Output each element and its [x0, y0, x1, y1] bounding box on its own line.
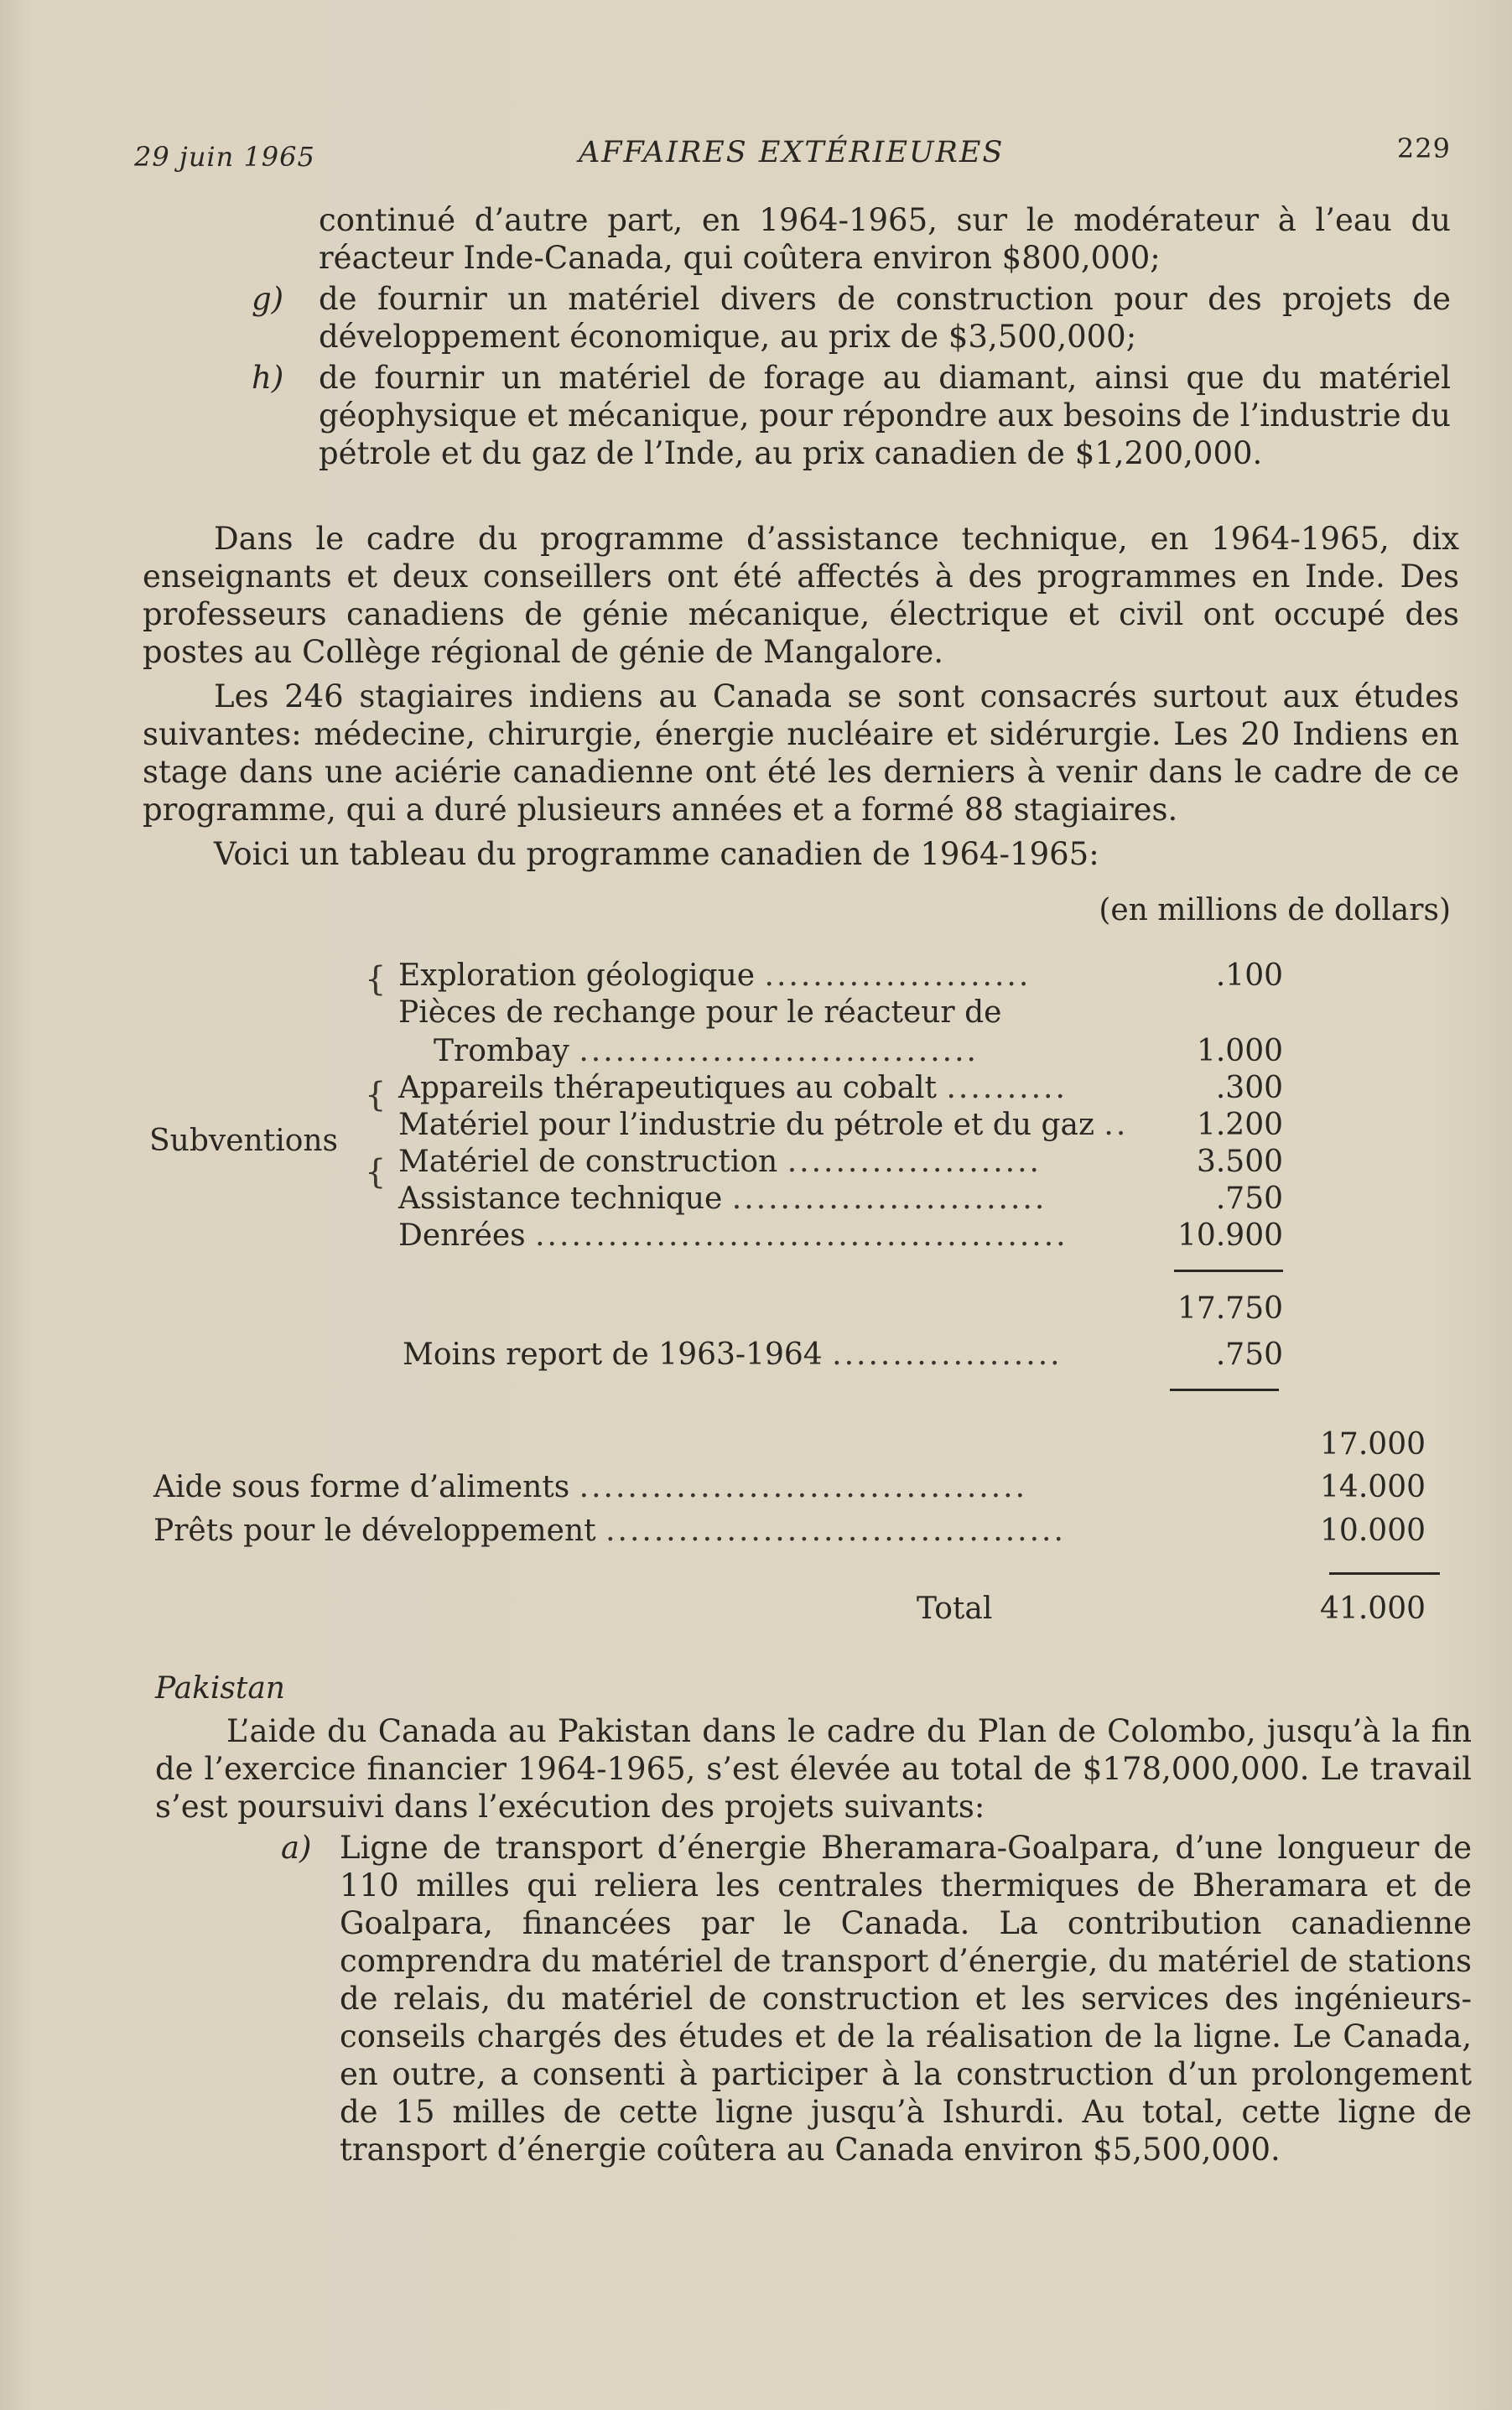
- table-row: [147, 1071, 1455, 1108]
- table-row-value: 1.000: [1196, 1034, 1283, 1068]
- subtotal-row-1: [147, 1291, 1455, 1328]
- table-row: [147, 995, 1455, 1032]
- prets-label: Prêts pour le développement ......................................: [153, 1514, 1066, 1548]
- paragraph-technical-assistance: Dans le cadre du programme d’assistance technique, en 1964-1965, dix enseignants et deux conseillers ont été affectés à des programmes en Inde. Des professeurs canadiens de génie mécanique, électrique et civil ont occupé des postes au Collège régional de génie de Mangalore.: [143, 521, 1459, 670]
- brace-top: {: [365, 960, 387, 999]
- table-row-label: Matériel pour l’industrie du pétrole et du gaz ..: [398, 1108, 1129, 1142]
- table-row: [147, 1218, 1455, 1255]
- aide-label: Aide sous forme d’aliments .....................................: [153, 1470, 1028, 1504]
- table-row-value: 1.200: [1196, 1108, 1283, 1142]
- table-row: [147, 1108, 1455, 1145]
- top-list: [252, 201, 1451, 472]
- table-row-label: Pièces de rechange pour le réacteur de: [398, 995, 1002, 1030]
- table-row: [147, 1145, 1455, 1182]
- moins-value: .750: [1215, 1337, 1283, 1372]
- list-marker: g): [252, 281, 284, 317]
- prets-row: [147, 1514, 1455, 1550]
- table-row-value: .300: [1215, 1071, 1283, 1105]
- page-number: 229: [1396, 132, 1451, 164]
- paragraph-trainees: Les 246 stagiaires indiens au Canada se sont consacrés surtout aux études suivantes: médecine, chirurgie, énergie nucléaire et sidérurgie. Les 20 Indiens en stage dans une aciérie canadienne ont été les derniers à venir dans le cadre de ce programme, qui a duré plusieurs années et a formé 88 stagiaires.: [143, 678, 1459, 828]
- brace-middle: {: [365, 1076, 387, 1114]
- table-row-value: .100: [1215, 958, 1283, 993]
- total-value: 41.000: [1320, 1592, 1426, 1626]
- subtotal-value: 17.000: [1320, 1427, 1426, 1462]
- header-date: 29 juin 1965: [134, 141, 315, 173]
- list-item-continued: continué d’autre part, en 1964-1965, sur le modérateur à l’eau du réacteur Inde-Canada, qui coûtera environ $800,000;: [319, 202, 1451, 276]
- table-row: [147, 1182, 1455, 1218]
- table-row: [147, 958, 1455, 995]
- total-rule: [1329, 1572, 1440, 1575]
- table-row-label: Assistance technique ..........................: [398, 1182, 1047, 1216]
- table-row-value: 3.500: [1196, 1145, 1283, 1179]
- list-item-h: h) de fournir un matériel de forage au diamant, ainsi que du matériel géophysique et mécanique, pour répondre aux besoins de l’industrie du pétrole et du gaz de l’Inde, au prix canadien de $1,200,000.: [252, 360, 1451, 471]
- prets-value: 10.000: [1320, 1514, 1426, 1548]
- table-group-label: Subventions: [149, 1124, 339, 1158]
- table-unit-note: (en millions de dollars): [1099, 893, 1451, 927]
- moins-row: [147, 1337, 1455, 1374]
- list-marker: a): [281, 1830, 312, 1866]
- subtotal-row-2: [147, 1427, 1455, 1464]
- table-unit-note-row: [147, 893, 1455, 930]
- section-title-pakistan: Pakistan: [155, 1671, 285, 1706]
- moins-label: Moins report de 1963-1964 ...................: [403, 1337, 1063, 1372]
- list-marker: h): [252, 360, 284, 396]
- table-row-value: 10.900: [1177, 1218, 1283, 1253]
- paragraph-pakistan: L’aide du Canada au Pakistan dans le cadre du Plan de Colombo, jusqu’à la fin de l’exercice financier 1964-1965, s’est élevée au total de $178,000,000. Le travail s’est poursuivi dans l’exécution des projets suivants:: [155, 1713, 1472, 1825]
- total-row: [147, 1592, 1455, 1628]
- list-item-a: a) Ligne de transport d’énergie Bheramara-Goalpara, d’une longueur de 110 milles qui reliera les centrales thermiques de Bheramara et de Goalpara, financées par le Canada. La contribution canadienne comprendra du matériel de transport d’énergie, du matériel de stations de relais, du matériel de construction et les services des ingénieurs-conseils chargés des études et de la réalisation de la ligne. Le Canada, en outre, a consenti à participer à la construction d’un prolongement de 15 milles de cette ligne jusqu’à Ishurdi. Au total, cette ligne de transport d’énergie coûtera au Canada environ $5,500,000.: [281, 1830, 1472, 2168]
- aide-row: [147, 1470, 1455, 1507]
- subtotal-rule-1: [1174, 1270, 1283, 1272]
- subtotal-value: 17.750: [1177, 1291, 1283, 1326]
- table-row-label: Denrées ............................................: [398, 1218, 1068, 1253]
- table-row: [147, 1034, 1455, 1071]
- table-row-label: Appareils thérapeutiques au cobalt ..........: [398, 1071, 1068, 1105]
- page-header: [134, 132, 1451, 174]
- header-title: AFFAIRES EXTÉRIEURES: [579, 136, 1005, 169]
- table-row-label: Trombay .................................: [434, 1034, 979, 1068]
- total-label: Total: [917, 1592, 993, 1626]
- body-paragraphs: [143, 520, 1459, 873]
- table-row-value: .750: [1215, 1182, 1283, 1216]
- pakistan-list: [281, 1829, 1472, 2168]
- table-row-label: Matériel de construction .....................: [398, 1145, 1042, 1179]
- subtotal-rule-2: [1170, 1389, 1279, 1391]
- list-item-g: g) de fournir un matériel divers de construction pour des projets de développement économique, au prix de $3,500,000;: [252, 281, 1451, 355]
- table-row-label: Exploration géologique ......................: [398, 958, 1031, 993]
- aide-value: 14.000: [1320, 1470, 1426, 1504]
- paragraph-table-intro: Voici un tableau du programme canadien de 1964-1965:: [214, 836, 1099, 872]
- pakistan-section: [155, 1712, 1472, 1826]
- brace-bottom: {: [365, 1153, 387, 1192]
